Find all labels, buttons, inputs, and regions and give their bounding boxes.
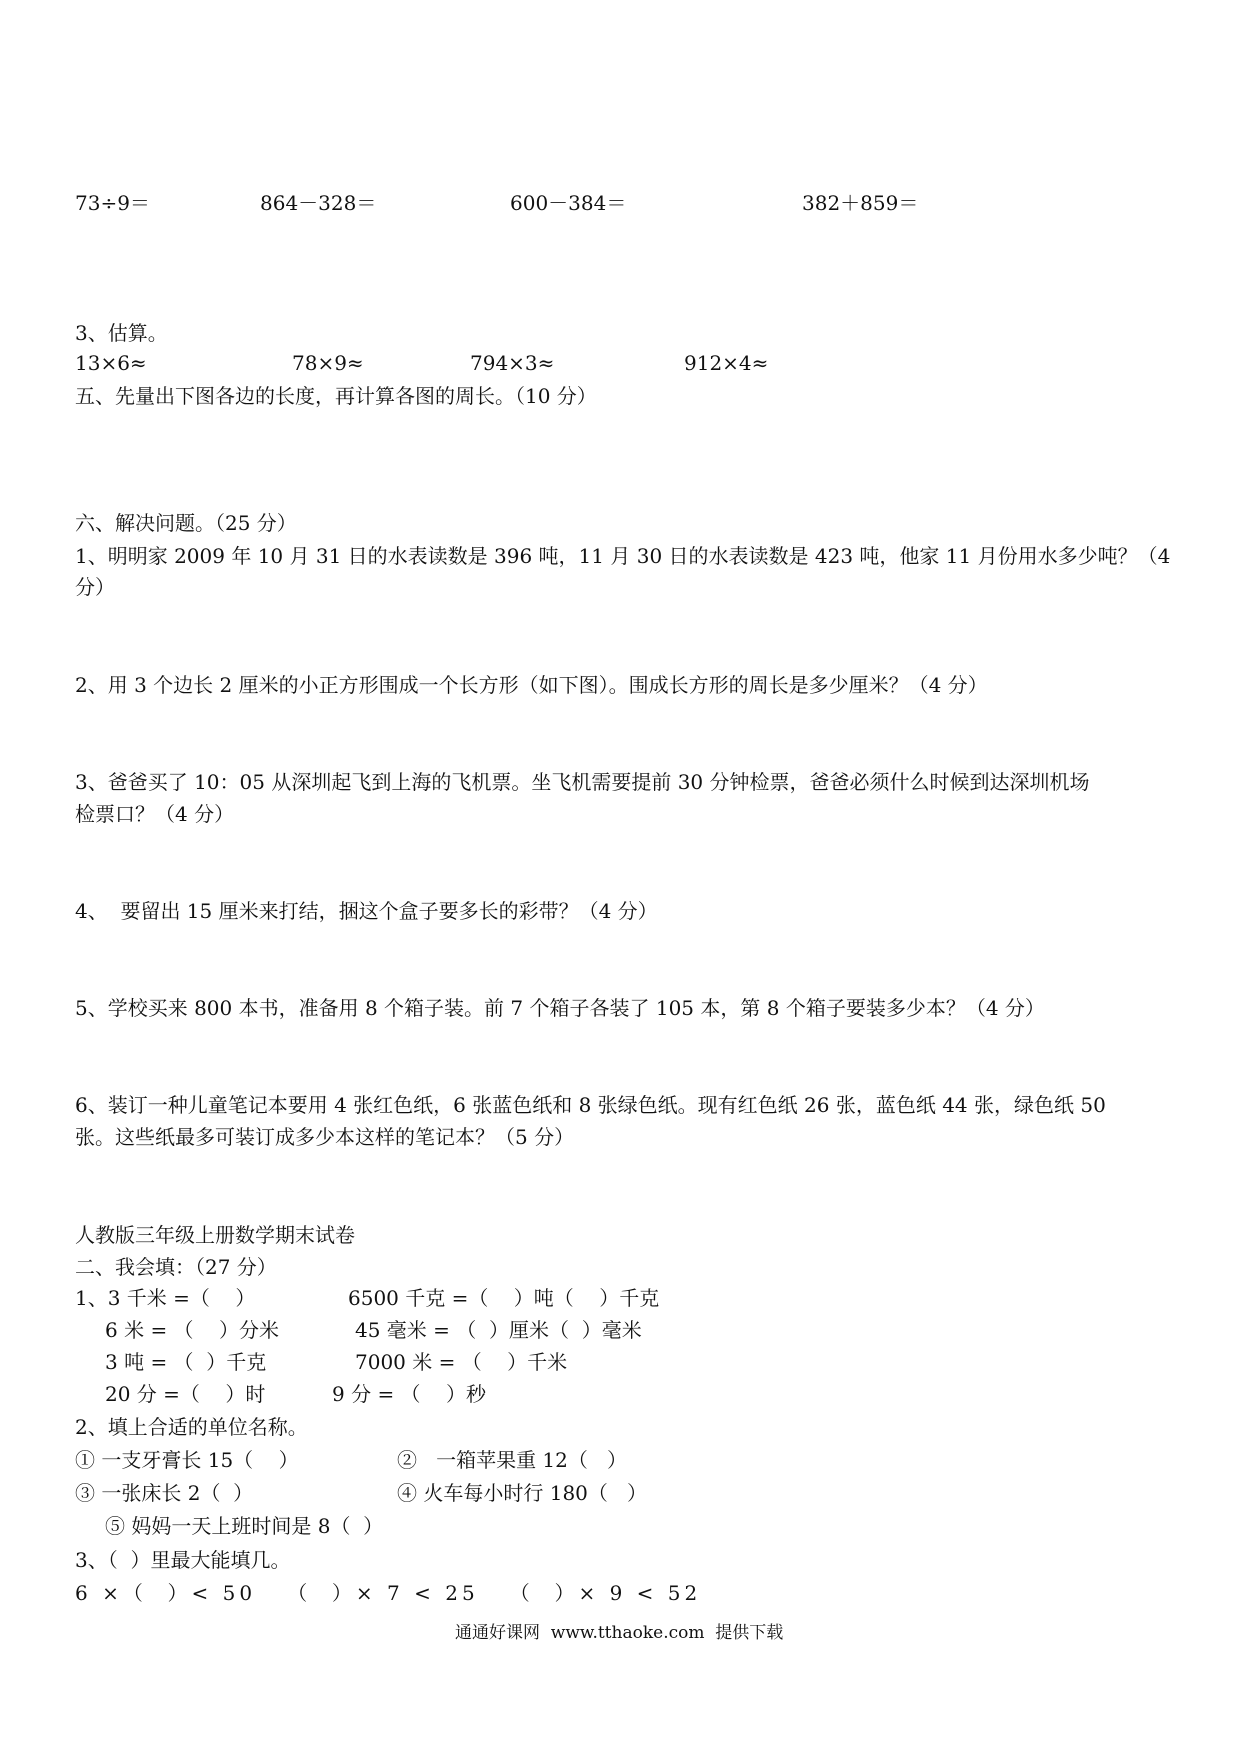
question-1-line-1: 1、明明家 2009 年 10 月 31 日的水表读数是 396 吨，11 月 30 日的水表读数是 423 吨，他家 11 月份用水多少吨？（4 <box>75 544 1171 568</box>
units-item-1: ① 一支牙膏长 15（ ） <box>75 1448 299 1472</box>
estimate-item-1: 13×6≈ <box>75 351 147 375</box>
estimate-item-2: 78×9≈ <box>292 351 364 375</box>
fill-row-4-left: 20 分 =（ ）时 <box>105 1382 266 1406</box>
fill-row-3-left: 3 吨 = （ ）千克 <box>105 1350 267 1374</box>
fill-row-1-left: 1、3 千米 =（ ） <box>75 1286 256 1310</box>
question-3-line-1: 3、爸爸买了 10：05 从深圳起飞到上海的飞机票。坐飞机需要提前 30 分钟检票，爸爸必须什么时候到达深圳机场 <box>75 770 1090 794</box>
estimate-item-3: 794×3≈ <box>470 351 555 375</box>
units-item-4: ④ 火车每小时行 180（ ） <box>397 1481 647 1505</box>
max-fill-expression: 6 ×（ ）< 50 （ ）× 7 < 25 （ ）× 9 < 52 <box>75 1581 702 1605</box>
fill-row-2-right: 45 毫米 = （ ）厘米（ ）毫米 <box>355 1318 642 1342</box>
estimate-title: 3、估算。 <box>75 321 168 345</box>
question-6-line-2: 张。这些纸最多可装订成多少本这样的笔记本？（5 分） <box>75 1125 575 1149</box>
section6-title: 六、解决问题。（25 分） <box>75 511 297 535</box>
calc-item-4: 382＋859＝ <box>802 191 919 215</box>
question-3-line-2: 检票口？（4 分） <box>75 802 235 826</box>
question-5: 5、学校买来 800 本书，准备用 8 个箱子装。前 7 个箱子各装了 105 本，第 8 个箱子要装多少本？（4 分） <box>75 996 1045 1020</box>
fill-row-4-right: 9 分 = （ ）秒 <box>332 1382 486 1406</box>
estimate-item-4: 912×4≈ <box>684 351 769 375</box>
question-2: 2、用 3 个边长 2 厘米的小正方形围成一个长方形（如下图）。围成长方形的周长是多少厘米？（4 分） <box>75 673 988 697</box>
units-item-2: ② 一箱苹果重 12（ ） <box>397 1448 627 1472</box>
calc-item-3: 600－384＝ <box>510 191 627 215</box>
max-fill-title: 3、（ ）里最大能填几。 <box>75 1548 291 1572</box>
footer-credit: 通通好课网 www.tthaoke.com 提供下载 <box>455 1623 784 1643</box>
question-1-line-2: 分） <box>75 575 115 599</box>
fill-row-3-right: 7000 米 = （ ）千米 <box>355 1350 568 1374</box>
exam-title: 人教版三年级上册数学期末试卷 <box>75 1223 355 1247</box>
fill-row-2-left: 6 米 = （ ）分米 <box>105 1318 279 1342</box>
units-item-3: ③ 一张床长 2（ ） <box>75 1481 254 1505</box>
calc-item-1: 73÷9＝ <box>75 191 150 215</box>
question-6-line-1: 6、装订一种儿童笔记本要用 4 张红色纸，6 张蓝色纸和 8 张绿色纸。现有红色纸 26 张，蓝色纸 44 张，绿色纸 50 <box>75 1093 1106 1117</box>
units-item-5: ⑤ 妈妈一天上班时间是 8（ ） <box>105 1514 384 1538</box>
calc-item-2: 864－328＝ <box>260 191 377 215</box>
section5-title: 五、先量出下图各边的长度，再计算各图的周长。（10 分） <box>75 384 597 408</box>
fill-row-1-right: 6500 千克 =（ ）吨（ ）千克 <box>348 1286 660 1310</box>
question-4: 4、 要留出 15 厘米来打结，捆这个盒子要多长的彩带？（4 分） <box>75 899 658 923</box>
units-title: 2、填上合适的单位名称。 <box>75 1415 308 1439</box>
section2-title: 二、我会填：（27 分） <box>75 1255 277 1279</box>
